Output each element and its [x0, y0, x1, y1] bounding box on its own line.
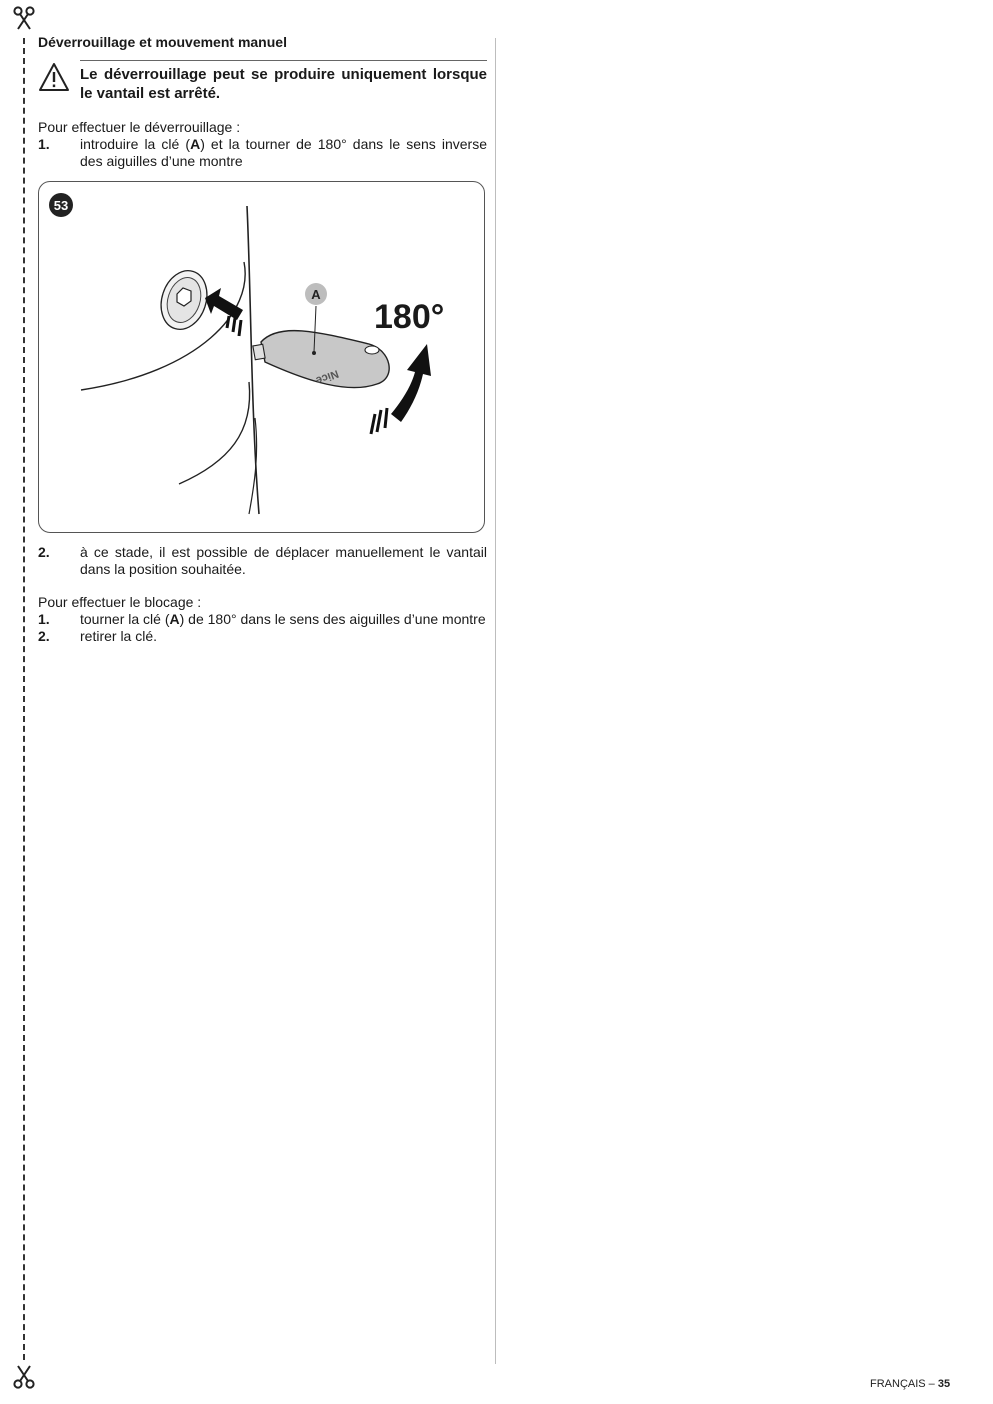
- unlock-steps-continued: [38, 544, 487, 578]
- cut-line: [23, 38, 25, 1360]
- warning-text: Le déverrouillage peut se produire uniquement lorsque le vantail est arrêté.: [80, 60, 487, 103]
- step-text: introduire la clé (A) et la tourner de 180° dans le sens inverse des aiguilles d’une montre: [80, 136, 487, 169]
- scissors-icon: [11, 1364, 37, 1390]
- column-divider: [495, 38, 496, 1364]
- lock-intro: Pour effectuer le blocage :: [38, 594, 202, 610]
- key-unlock-illustration: [39, 182, 486, 534]
- rotation-angle-label: 180°: [374, 298, 445, 336]
- step-number: 2.: [38, 544, 50, 560]
- step-number: 1.: [38, 611, 50, 627]
- step-number: 2.: [38, 628, 50, 644]
- figure-53: [38, 181, 485, 533]
- list-item: [38, 628, 487, 645]
- unlock-intro: Pour effectuer le déverrouillage :: [38, 119, 241, 135]
- list-item: [38, 611, 487, 628]
- warning-box: [38, 60, 487, 103]
- step-text: à ce stade, il est possible de déplacer manuellement le vantail dans la position souhaitée.: [80, 544, 487, 577]
- callout-label-a: A: [305, 283, 327, 305]
- section-title: Déverrouillage et mouvement manuel: [38, 34, 287, 50]
- page-number: 35: [937, 1378, 951, 1390]
- scissors-icon: [11, 5, 37, 31]
- unlock-steps: [38, 136, 487, 170]
- page-footer: [870, 1378, 950, 1390]
- key-brand-label: Nice: [314, 367, 341, 387]
- warning-triangle-icon: [38, 62, 70, 92]
- main-column: [38, 34, 487, 645]
- step-number: 1.: [38, 136, 50, 152]
- list-item: [38, 544, 487, 578]
- step-text: retirer la clé.: [80, 628, 158, 644]
- footer-language: FRANÇAIS –: [870, 1378, 938, 1390]
- figure-number-badge: 53: [49, 193, 73, 217]
- list-item: [38, 136, 487, 170]
- step-text: tourner la clé (A) de 180° dans le sens des aiguilles d’une montre: [80, 611, 486, 627]
- lock-steps: [38, 611, 487, 645]
